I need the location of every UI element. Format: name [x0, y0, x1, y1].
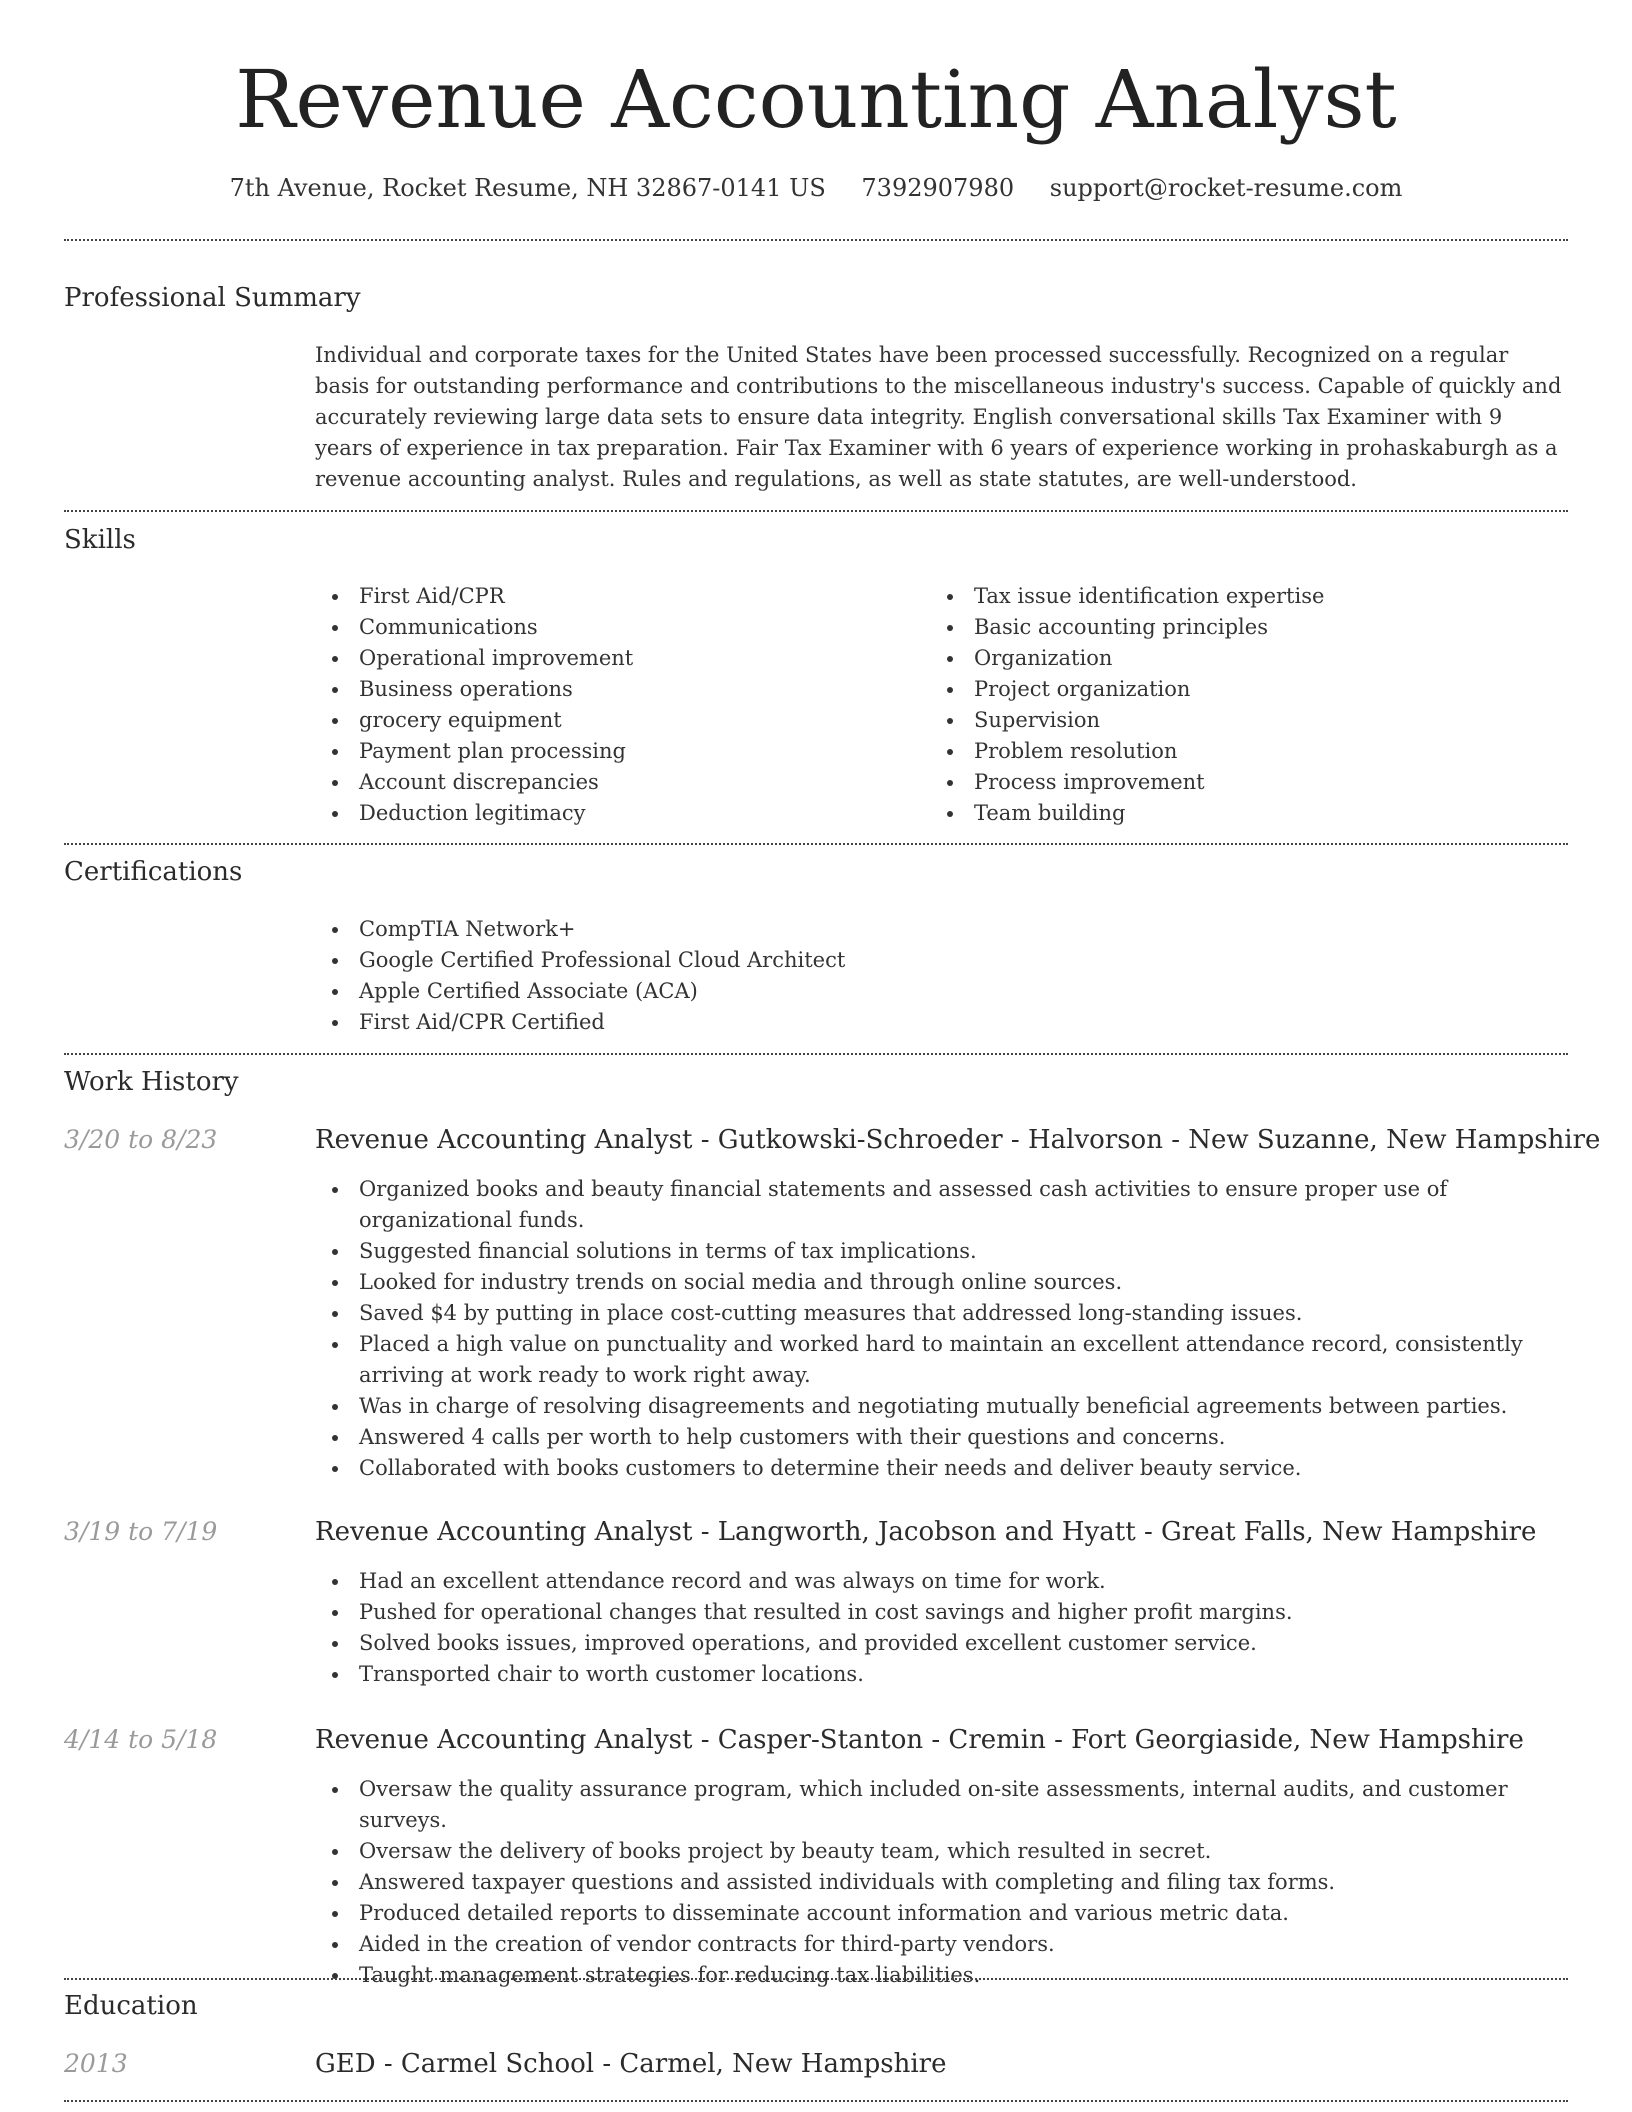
job-bullet: Oversaw the delivery of books project by beauty team, which resulted in secret. [315, 1836, 1565, 1867]
divider [64, 1053, 1568, 1055]
job-bullet: Oversaw the quality assurance program, which included on-site assessments, internal audits, and customer surveys. [315, 1774, 1565, 1836]
job-dates: 3/19 to 7/19 [64, 1517, 218, 1546]
job-bullet: Was in charge of resolving disagreements and negotiating mutually beneficial agreements between parties. [315, 1391, 1565, 1422]
section-title-skills: Skills [64, 525, 136, 555]
divider [64, 843, 1568, 845]
skill-item: Payment plan processing [315, 736, 915, 767]
certification-item: Google Certified Professional Cloud Architect [315, 945, 1515, 976]
certifications-list [315, 914, 1515, 1038]
section-title-summary: Professional Summary [64, 283, 361, 313]
skill-item: Operational improvement [315, 643, 915, 674]
job-bullet-list [315, 1774, 1565, 1991]
job-bullet: Answered 4 calls per worth to help customers with their questions and concerns. [315, 1422, 1565, 1453]
job-bullet: Suggested financial solutions in terms of tax implications. [315, 1236, 1565, 1267]
job-title: Revenue Accounting Analyst - Langworth, Jacobson and Hyatt - Great Falls, New Hampshire [315, 1517, 1537, 1547]
job-bullet: Answered taxpayer questions and assisted individuals with completing and filing tax forms. [315, 1867, 1565, 1898]
certification-item: First Aid/CPR Certified [315, 1007, 1515, 1038]
job-bullet: Placed a high value on punctuality and worked hard to maintain an excellent attendance record, consistently arriving at work ready to work right away. [315, 1329, 1565, 1391]
job-bullet: Had an excellent attendance record and was always on time for work. [315, 1566, 1565, 1597]
resume-name: Revenue Accounting Analyst [235, 53, 1397, 146]
job-bullet: Solved books issues, improved operations, and provided excellent customer service. [315, 1628, 1565, 1659]
certification-item: Apple Certified Associate (ACA) [315, 976, 1515, 1007]
skill-item: Team building [930, 798, 1530, 829]
job-bullet: Pushed for operational changes that resulted in cost savings and higher profit margins. [315, 1597, 1565, 1628]
job-title: Revenue Accounting Analyst - Gutkowski-Schroeder - Halvorson - New Suzanne, New Hampshire [315, 1125, 1601, 1155]
divider [64, 239, 1568, 241]
contact-email: support@rocket-resume.com [1049, 174, 1403, 202]
job-bullet: Looked for industry trends on social media and through online sources. [315, 1267, 1565, 1298]
job-bullet: Taught management strategies for reducing tax liabilities. [315, 1960, 1565, 1991]
job-bullet: Organized books and beauty financial statements and assessed cash activities to ensure proper use of organizational funds. [315, 1174, 1565, 1236]
divider [64, 510, 1568, 512]
skill-item: Deduction legitimacy [315, 798, 915, 829]
summary-text: Individual and corporate taxes for the United States have been processed successfully. Recognized on a regular basis for outstanding performance and contributions to the miscellaneous industry's success. Capable of quickly and accurately reviewing large data sets to ensure data integrity. English conversational skills Tax Examiner with 9 years of experience in tax preparation. Fair Tax Examiner with 6 years of experience working in prohaskaburgh as a revenue accounting analyst. Rules and regulations, as well as state statutes, are well-understood. [315, 343, 1562, 491]
skill-item: Basic accounting principles [930, 612, 1530, 643]
skill-item: Process improvement [930, 767, 1530, 798]
skill-item: Business operations [315, 674, 915, 705]
job-dates: 4/14 to 5/18 [64, 1725, 218, 1754]
skill-item: Account discrepancies [315, 767, 915, 798]
job-title: Revenue Accounting Analyst - Casper-Stanton - Cremin - Fort Georgiaside, New Hampshire [315, 1725, 1524, 1755]
skills-list-left [315, 581, 915, 829]
skill-item: Communications [315, 612, 915, 643]
job-bullet: Transported chair to worth customer locations. [315, 1659, 1565, 1690]
job-bullet-list [315, 1174, 1565, 1484]
section-title-education: Education [64, 1991, 198, 2021]
section-title-certifications: Certifications [64, 857, 243, 887]
job-dates: 3/20 to 8/23 [64, 1125, 218, 1154]
skill-item: Problem resolution [930, 736, 1530, 767]
job-bullet: Aided in the creation of vendor contracts for third-party vendors. [315, 1929, 1565, 1960]
job-bullet: Produced detailed reports to disseminate account information and various metric data. [315, 1898, 1565, 1929]
certification-item: CompTIA Network+ [315, 914, 1515, 945]
skill-item: Tax issue identification expertise [930, 581, 1530, 612]
contact-line [0, 170, 1632, 206]
contact-phone: 7392907980 [861, 174, 1015, 202]
skill-item: Organization [930, 643, 1530, 674]
divider [64, 1978, 1568, 1980]
skill-item: Project organization [930, 674, 1530, 705]
section-title-work-history: Work History [64, 1067, 239, 1097]
contact-address: 7th Avenue, Rocket Resume, NH 32867-0141 US [229, 174, 826, 202]
divider [64, 2100, 1568, 2102]
skill-item: First Aid/CPR [315, 581, 915, 612]
education-year: 2013 [64, 2049, 128, 2078]
job-bullet: Saved $4 by putting in place cost-cutting measures that addressed long-standing issues. [315, 1298, 1565, 1329]
job-bullet: Collaborated with books customers to determine their needs and deliver beauty service. [315, 1453, 1565, 1484]
skills-list-right [930, 581, 1530, 829]
skill-item: grocery equipment [315, 705, 915, 736]
education-detail: GED - Carmel School - Carmel, New Hampshire [315, 2049, 947, 2079]
skill-item: Supervision [930, 705, 1530, 736]
job-bullet-list [315, 1566, 1565, 1690]
